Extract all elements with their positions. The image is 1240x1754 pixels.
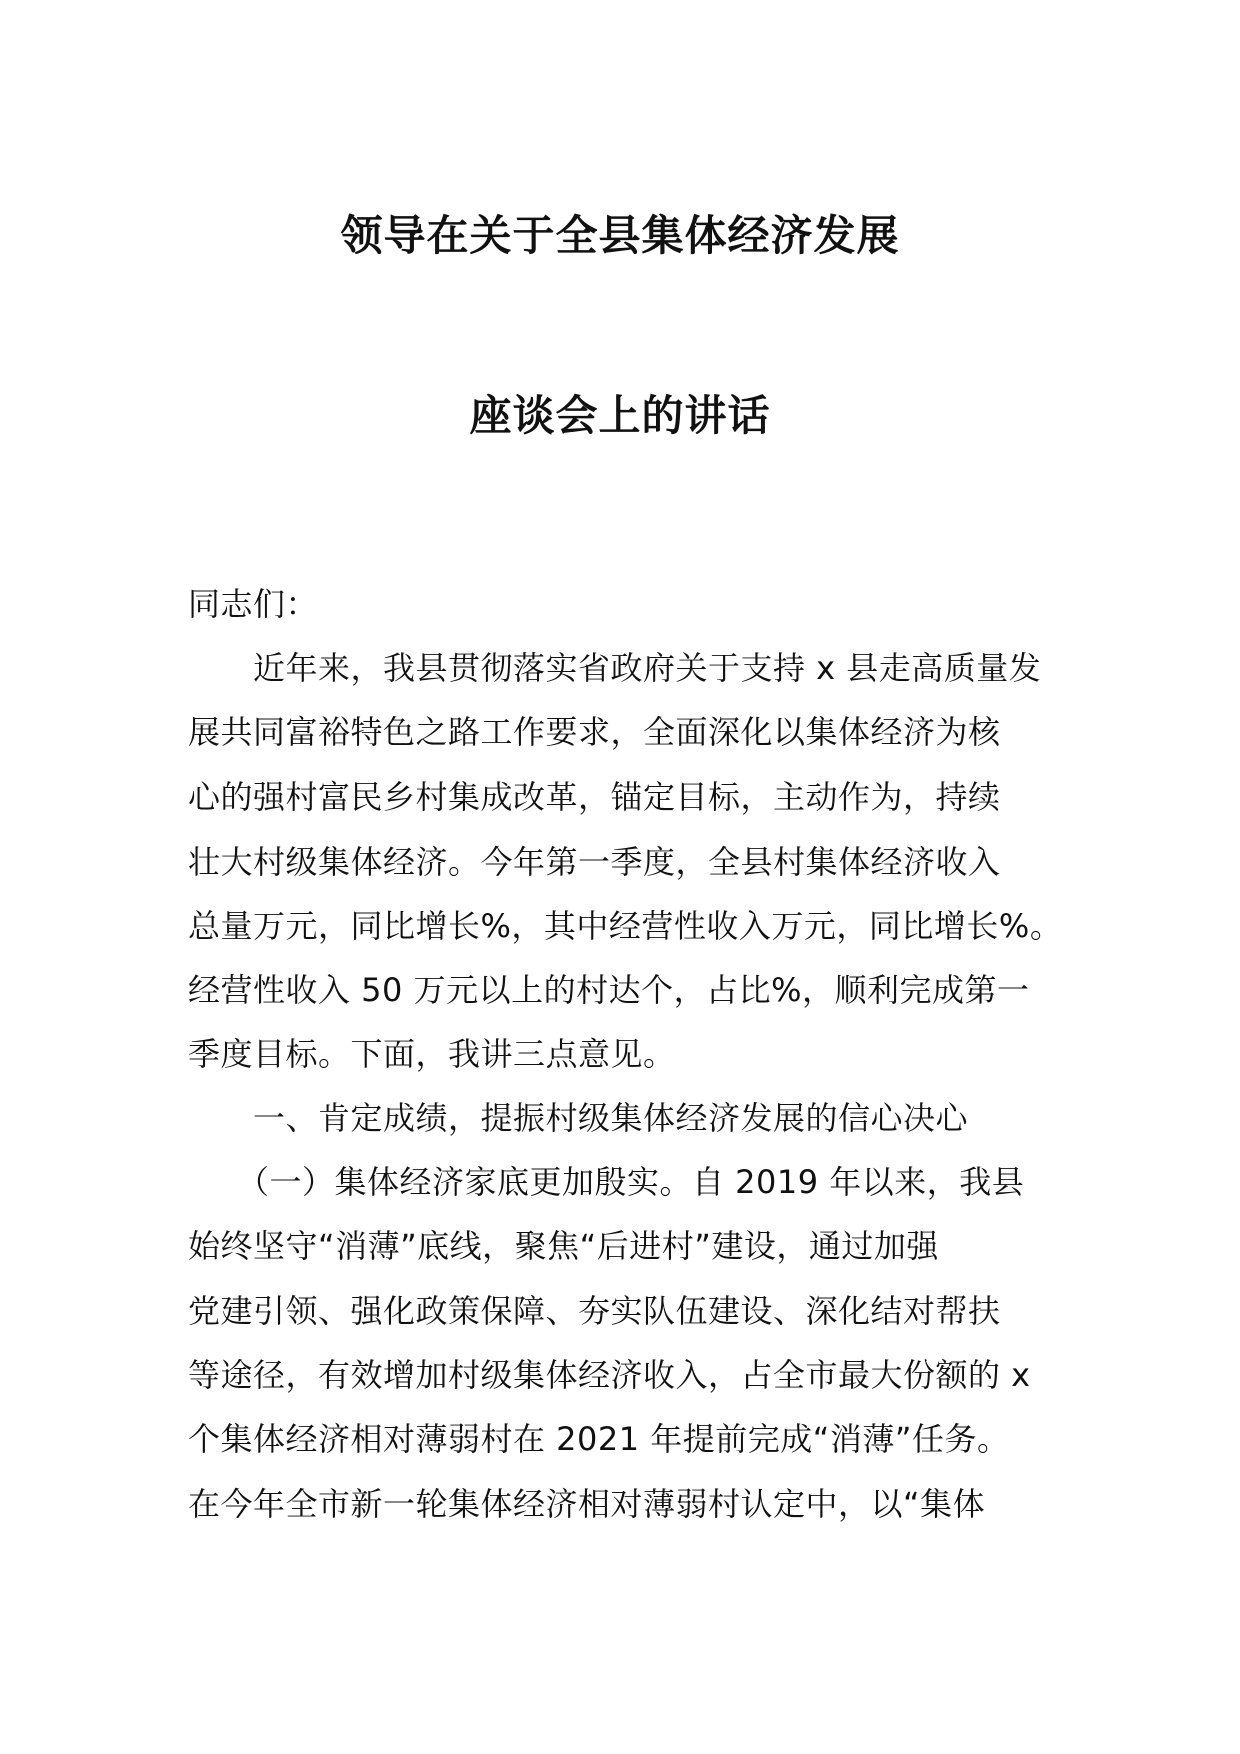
document-title-line-1: 领导在关于全县集体经济发展 [340, 211, 900, 260]
body-text-line: 总量万元，同比增长%，其中经营性收入万元，同比增长%。 [188, 907, 1063, 945]
subsection-heading-line: （一）集体经济家底更加殷实。自 2019 年以来，我县 [188, 1163, 1025, 1201]
body-text-line: 经营性收入 50 万元以上的村达个，占比%，顺利完成第一 [188, 971, 1030, 1009]
body-text-line: 季度目标。下面，我讲三点意见。 [188, 1035, 676, 1073]
body-text-line: 个集体经济相对薄弱村在 2021 年提前完成“消薄”任务。 [188, 1420, 1010, 1458]
document-title-line-2: 座谈会上的讲话 [469, 391, 771, 440]
body-text-line: 近年来，我县贯彻落实省政府关于支持 x 县走高质量发 [188, 649, 1042, 687]
body-text-line: 等途径，有效增加村级集体经济收入，占全市最大份额的 x [188, 1356, 1031, 1394]
body-text-line: 展共同富裕特色之路工作要求，全面深化以集体经济为核 [188, 713, 1001, 751]
salutation: 同志们： [188, 585, 319, 623]
body-text-line: 党建引领、强化政策保障、夯实队伍建设、深化结对帮扶 [188, 1292, 1001, 1330]
body-text-line: 壮大村级集体经济。今年第一季度，全县村集体经济收入 [188, 843, 1001, 881]
body-text-line: 始终坚守“消薄”底线，聚焦“后进村”建设，通过加强 [188, 1227, 939, 1265]
section-heading: 一、肯定成绩，提振村级集体经济发展的信心决心 [188, 1099, 969, 1137]
body-text-line: 在今年全市新一轮集体经济相对薄弱村认定中，以“集体 [188, 1485, 986, 1523]
body-text-line: 心的强村富民乡村集成改革，锚定目标，主动作为，持续 [188, 778, 1001, 816]
